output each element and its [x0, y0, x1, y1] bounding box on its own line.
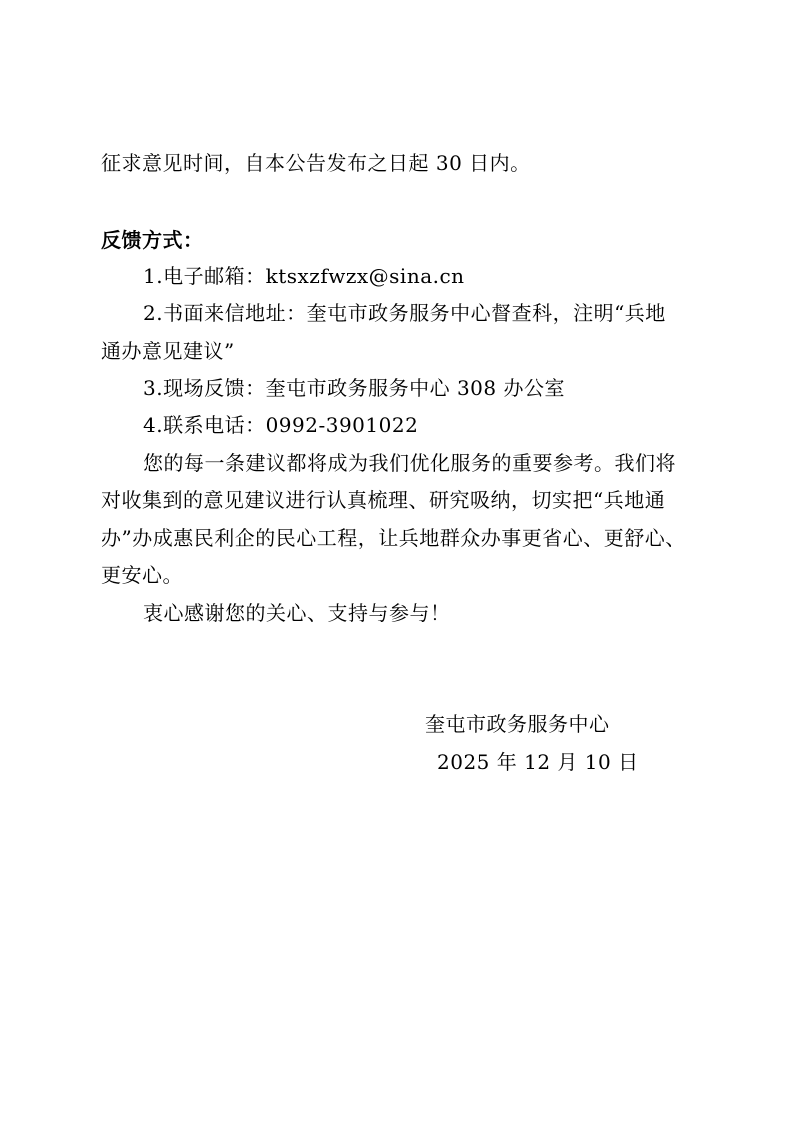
feedback-letter-line2: 通办意见建议” [101, 339, 235, 363]
feedback-email: 1.电子邮箱：ktsxzfwzx@sina.cn [143, 264, 465, 288]
feedback-onsite: 3.现场反馈：奎屯市政务服务中心 308 办公室 [143, 376, 565, 400]
thanks-text: 衷心感谢您的关心、支持与参与！ [143, 601, 451, 625]
deadline-text: 征求意见时间，自本公告发布之日起 30 日内。 [101, 151, 531, 175]
closing-para-line4: 更安心。 [101, 563, 183, 587]
signature-org: 奎屯市政务服务中心 [425, 712, 610, 736]
closing-para-line1: 您的每一条建议都将成为我们优化服务的重要参考。我们将 [143, 451, 676, 475]
feedback-phone: 4.联系电话：0992-3901022 [143, 413, 419, 437]
closing-para-line3: 办”办成惠民利企的民心工程，让兵地群众办事更省心、更舒心、 [101, 526, 686, 550]
signature-date: 2025 年 12 月 10 日 [437, 750, 639, 774]
closing-para-line2: 对收集到的意见建议进行认真梳理、研究吸纳，切实把“兵地通 [101, 488, 666, 512]
feedback-letter-line1: 2.书面来信地址：奎屯市政务服务中心督查科，注明“兵地 [143, 301, 666, 325]
feedback-heading: 反馈方式： [101, 228, 204, 252]
